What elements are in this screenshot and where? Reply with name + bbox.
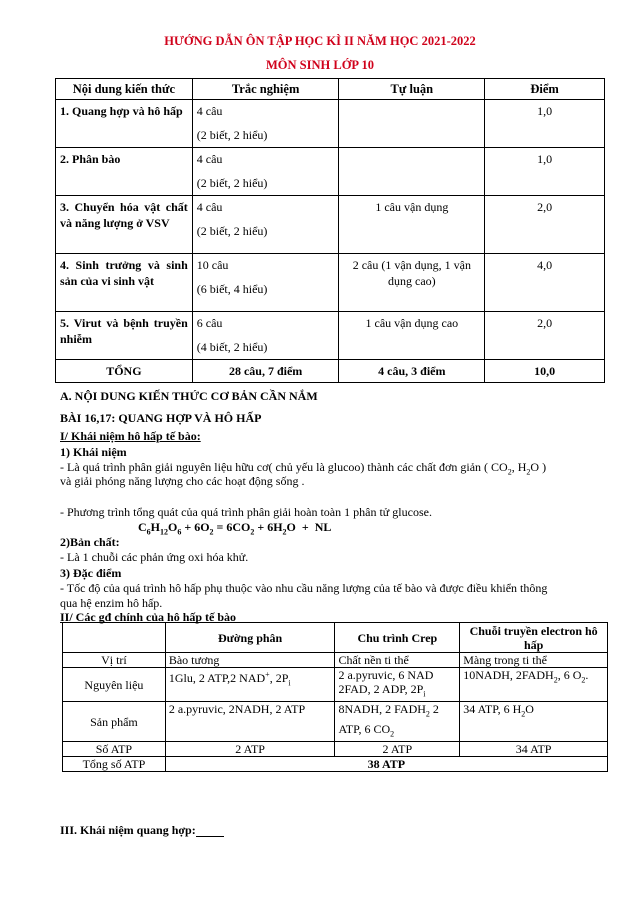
part-1-heading: I/ Khái niệm hô hấp tế bào: [60, 429, 201, 443]
table-row [56, 148, 605, 196]
features-paragraph-cont: qua hệ enzim hô hấp. [60, 596, 163, 610]
mc-detail: (6 biết, 4 hiểu) [196, 282, 268, 296]
row-topic: 2. Phân bào [56, 148, 193, 196]
row-score: 4,0 [485, 254, 605, 312]
table-row [56, 100, 605, 148]
document-title: HƯỚNG DẪN ÔN TẬP HỌC KÌ II NĂM HỌC 2021-2022 [164, 34, 476, 48]
document-subtitle: MÔN SINH LỚP 10 [266, 58, 374, 72]
table-row [56, 254, 605, 312]
row-topic: 1. Quang hợp và hô hấp [56, 100, 193, 148]
total-multiple-choice: 28 câu, 7 điểm [192, 360, 339, 383]
row-multiple-choice [192, 100, 339, 148]
part-3-heading [60, 823, 224, 837]
subheading-features: 3) Đặc điểm [60, 566, 122, 580]
table-total-row [63, 757, 608, 772]
table-row [63, 702, 608, 742]
row-score: 1,0 [485, 148, 605, 196]
mc-detail: (2 biết, 2 hiểu) [196, 128, 268, 142]
definition-line-1: - Là quá trình phân giải nguyên liệu hữu cơ( chủ yếu là glucoo) thành các chất đơn giản ( CO [60, 460, 508, 474]
row-score: 2,0 [485, 196, 605, 254]
header-multiple-choice: Trắc nghiệm [192, 79, 339, 100]
row-essay [339, 100, 485, 148]
mc-count: 6 câu [196, 316, 223, 330]
definition-paragraph: - Là quá trình phân giải nguyên liệu hữu cơ( chủ yếu là glucoo) thành các chất đơn giản ( $CO_2$, $H_2O$ ) [60, 460, 547, 477]
header-glycolysis: Đường phân [165, 623, 335, 653]
part-2-heading: II/ Các gđ chính của hô hấp tế bào [60, 610, 237, 624]
respiration-stages-table [62, 622, 608, 772]
row-label: Số ATP [63, 742, 166, 757]
total-label: TỔNG [56, 360, 193, 383]
total-atp: 38 ATP [165, 757, 607, 772]
cell-krebs: 2 ATP [335, 742, 460, 757]
header-score: Điểm [485, 79, 605, 100]
cell-glycolysis: Bào tương [165, 653, 335, 668]
header-content: Nội dung kiến thức [56, 79, 193, 100]
table-row [56, 312, 605, 360]
row-topic: 4. Sinh trưởng và sinh sản của vi sinh vật [56, 254, 193, 312]
total-label: Tổng số ATP [63, 757, 166, 772]
cell-krebs: 8NADH, 2 $FADH_2$ 2 ATP, 6 $CO_2$ [335, 702, 460, 742]
table-total-row [56, 360, 605, 383]
mc-count: 4 câu [196, 152, 223, 166]
header-electron-transport: Chuỗi truyền electron hô hấp [460, 623, 608, 653]
row-essay: 1 câu vận dụng cao [339, 312, 485, 360]
features-paragraph: - Tốc độ của quá trình hô hấp phụ thuộc vào nhu cầu năng lượng của tế bào và được điều khiển thông [60, 581, 548, 595]
lesson-heading: BÀI 16,17: QUANG HỢP VÀ HÔ HẤP [60, 411, 262, 425]
mc-count: 4 câu [196, 200, 223, 214]
nature-paragraph: - Là 1 chuỗi các phản ứng oxi hóa khử. [60, 550, 249, 564]
row-topic: 3. Chuyển hóa vật chất và năng lượng ở VSV [56, 196, 193, 254]
mc-detail: (2 biết, 2 hiểu) [196, 224, 268, 238]
row-score: 2,0 [485, 312, 605, 360]
row-essay: 1 câu vận dụng [339, 196, 485, 254]
row-label: Vị trí [63, 653, 166, 668]
mc-count: 4 câu [196, 104, 223, 118]
table-header-row [56, 79, 605, 100]
header-krebs-cycle: Chu trình Crep [335, 623, 460, 653]
cell-krebs: Chất nền ti thể [335, 653, 460, 668]
row-essay [339, 148, 485, 196]
mc-detail: (2 biết, 2 hiểu) [196, 176, 268, 190]
row-score: 1,0 [485, 100, 605, 148]
row-label: Sản phẩm [63, 702, 166, 742]
cell-krebs: 2 a.pyruvic, 6 NAD 2FAD, 2 ADP, $2P_i$ [335, 668, 460, 702]
row-label: Nguyên liệu [63, 668, 166, 702]
total-essay: 4 câu, 3 điểm [339, 360, 485, 383]
mc-detail: (4 biết, 2 hiểu) [196, 340, 268, 354]
cell-glycolysis: 2 ATP [165, 742, 335, 757]
subheading-nature: 2)Bản chất: [60, 535, 120, 549]
blank-line [196, 825, 224, 837]
table-row [63, 668, 608, 702]
header-essay: Tự luận [339, 79, 485, 100]
exam-matrix-table [55, 78, 605, 383]
glucose-equation: $C_6H_{12}O_6 + 6O_2 = 6CO_2 + 6H_2O$ + NL [138, 520, 332, 537]
row-multiple-choice [192, 312, 339, 360]
row-topic: 5. Virut và bệnh truyền nhiễm [56, 312, 193, 360]
row-multiple-choice [192, 254, 339, 312]
cell-etc: 10NADH, $2FADH_2$, 6 $O_2$. [460, 668, 608, 702]
equation-intro: - Phương trình tổng quát của quá trình phân giải hoàn toàn 1 phân tử glucose. [60, 505, 432, 519]
row-essay: 2 câu (1 vận dụng, 1 vận dụng cao) [339, 254, 485, 312]
header-blank [63, 623, 166, 653]
table-header-row [63, 623, 608, 653]
row-multiple-choice [192, 196, 339, 254]
subheading-definition: 1) Khái niệm [60, 445, 127, 459]
row-multiple-choice [192, 148, 339, 196]
part-3-label: III. Khái niệm quang hợp: [60, 823, 196, 837]
definition-paragraph-cont: và giải phóng năng lượng cho các hoạt động sống . [60, 474, 305, 488]
mc-count: 10 câu [196, 258, 229, 272]
section-a-heading: A. NỘI DUNG KIẾN THỨC CƠ BẢN CẦN NẮM [60, 389, 318, 403]
cell-etc: 34 ATP, 6 $H_2O$ [460, 702, 608, 742]
table-row [63, 653, 608, 668]
cell-glycolysis: 1Glu, 2 ATP,2 NAD+, $2P_i$ [165, 668, 335, 702]
cell-glycolysis: 2 a.pyruvic, 2NADH, 2 ATP [165, 702, 335, 742]
cell-etc: Màng trong ti thể [460, 653, 608, 668]
total-score: 10,0 [485, 360, 605, 383]
table-row [63, 742, 608, 757]
cell-etc: 34 ATP [460, 742, 608, 757]
table-row [56, 196, 605, 254]
